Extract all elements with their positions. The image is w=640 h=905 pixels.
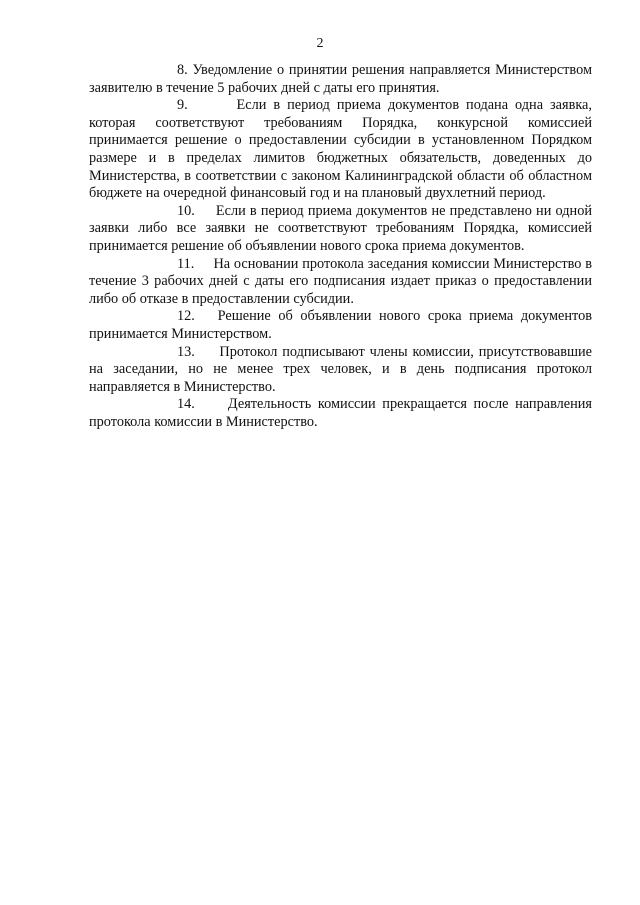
paragraph-11: [89, 256, 592, 309]
paragraph-9: [89, 97, 592, 203]
document-body: [89, 62, 592, 431]
paragraph-text: Решение об объявлении нового срока приема документов принимается Министерством.: [89, 308, 592, 342]
paragraph-text: Деятельность комиссии прекращается после направления протокола комиссии в Министерство.: [89, 396, 592, 430]
paragraph-number: 12.: [177, 308, 195, 325]
paragraph-number: 10.: [177, 202, 195, 219]
paragraph-number: 8.: [177, 62, 188, 78]
paragraph-text: Если в период приема документов подана одна заявка, которая соответствуют требованиям Порядка, конкурсной комиссией принимается решение о предоставлении субсидии в установленном Порядком размере и в пределах лимитов бюджетных обязательств, доведенных до Министерства, в соответствии с законом Калининградской области об областном бюджете на очередной финансовый год и на плановый двухлетний период.: [89, 97, 592, 202]
paragraph-text: Протокол подписывают члены комиссии, присутствовавшие на заседании, но не менее трех человек, и в день подписания протокол направляется в Министерство.: [89, 343, 593, 395]
paragraph-10: [89, 203, 592, 256]
page-number: 2: [316, 36, 324, 51]
paragraph-text: На основании протокола заседания комиссии Министерство в течение 3 рабочих дней с даты его подписания издает приказ о предоставлении либо об отказе в предоставлении субсидии.: [89, 255, 593, 307]
paragraph-8: [89, 62, 592, 97]
paragraph-text: Если в период приема документов не представлено ни одной заявки либо все заявки не соответствуют требованиям Порядка, комиссией принимается решение об объявлении нового срока приема документов.: [89, 202, 593, 254]
paragraph-12: [89, 308, 592, 343]
paragraph-13: [89, 344, 592, 397]
paragraph-number: 9.: [177, 97, 188, 114]
paragraph-14: [89, 396, 592, 431]
paragraph-text: Уведомление о принятии решения направляется Министерством заявителю в течение 5 рабочих дней с даты его принятия.: [89, 62, 592, 96]
paragraph-number: 11.: [177, 255, 195, 272]
paragraph-number: 14.: [177, 396, 195, 413]
paragraph-number: 13.: [177, 343, 195, 360]
